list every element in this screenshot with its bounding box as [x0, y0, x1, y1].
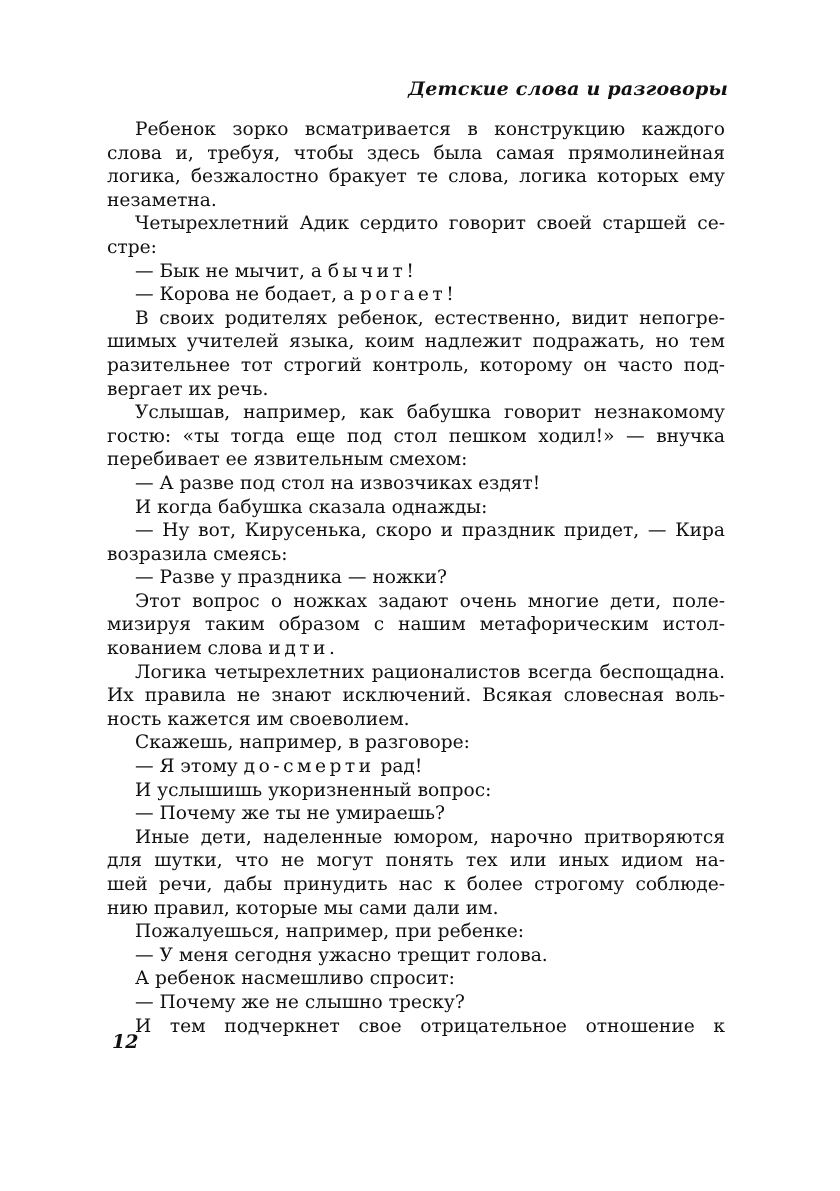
text-line: Пожалуешься, например, при ребенке: [135, 921, 525, 943]
text-line: слова и, требуя, чтобы здесь была самая прямолинейная [107, 142, 725, 164]
text-line: для шутки, что не могут понять тех или иных идиом на- [107, 850, 725, 872]
text-line: Их правила не знают исключений. Всякая словесная воль- [107, 685, 725, 707]
text-fragment: рад! [374, 756, 423, 778]
text-line: — Ну вот, Кирусенька, скоро и праздник придет, — Кира [135, 520, 725, 542]
text-fragment: — Корова не бодает, а [135, 284, 360, 306]
text-fragment: — Я этому [135, 756, 244, 778]
text-line: В своих родителях ребенок, естественно, видит непогре- [135, 307, 725, 329]
text-line: Скажешь, например, в разговоре: [135, 732, 470, 754]
text-line: Иные дети, наделенные юмором, нарочно притворяются [135, 826, 725, 848]
text-fragment: кованием слова [107, 638, 269, 660]
text-fragment: . [328, 638, 335, 660]
text-line: А ребенок насмешливо спросит: [135, 968, 455, 990]
text-line: — Почему же ты не умираешь? [135, 803, 446, 825]
spaced-word: бычит [327, 260, 407, 282]
text-line [107, 283, 725, 307]
text-line [107, 260, 725, 284]
spaced-word: рогает [360, 284, 447, 306]
spaced-word: идти [268, 638, 329, 660]
body-text [107, 118, 725, 1038]
running-head: Детские слова и разговоры [408, 78, 728, 100]
text-line: И тем подчеркнет свое отрицательное отношение к [135, 1015, 725, 1037]
text-line: — Разве у праздника — ножки? [135, 567, 448, 589]
text-line: возразила смеясь: [107, 543, 288, 565]
text-fragment: — Бык не мычит, а [135, 260, 328, 282]
page-number: 12 [112, 1031, 139, 1053]
text-line: логика, безжалостно бракует те слова, логика которых ему [107, 166, 725, 188]
text-line [107, 755, 725, 779]
text-line: мизируя таким образом с нашим метафорическим истол- [107, 614, 725, 636]
text-line: — Почему же не слышно треску? [135, 991, 465, 1013]
text-line: Услышав, например, как бабушка говорит незнакомому [135, 402, 725, 424]
text-fragment: ! [406, 260, 414, 282]
text-line: И услышишь укоризненный вопрос: [135, 779, 492, 801]
text-line: И когда бабушка сказала однажды: [135, 496, 488, 518]
text-line: вергает их речь. [107, 378, 269, 400]
text-line: Логика четырехлетних рационалистов всегда беспощадна. [135, 661, 725, 683]
text-line: гостю: «ты тогда еще под стол пешком ходил!» — внучка [107, 425, 725, 447]
text-line: разительнее тот строгий контроль, которому он часто под- [107, 354, 725, 376]
text-line [107, 637, 725, 661]
text-fragment: ! [446, 284, 454, 306]
text-line: Ребенок зорко всматривается в конструкцию каждого [135, 119, 725, 140]
text-line: Четырехлетний Адик сердито говорит своей старшей се- [135, 213, 725, 235]
text-line: стре: [107, 236, 157, 258]
text-line: — А разве под стол на извозчиках ездят! [135, 472, 541, 494]
text-line: перебивает ее язвительным смехом: [107, 449, 468, 471]
text-line: нию правил, которые мы сами дали им. [107, 897, 499, 919]
spaced-word: до-смерти [243, 756, 375, 778]
text-line: — У меня сегодня ужасно трещит голова. [135, 944, 548, 966]
text-line: Этот вопрос о ножках задают очень многие дети, поле- [135, 590, 725, 612]
text-line: незаметна. [107, 189, 217, 211]
text-line: шимых учителей языка, коим надлежит подражать, но тем [107, 331, 725, 353]
text-line: шей речи, дабы принудить нас к более строгому соблюде- [107, 874, 725, 895]
text-line: ность кажется им своеволием. [107, 708, 410, 730]
